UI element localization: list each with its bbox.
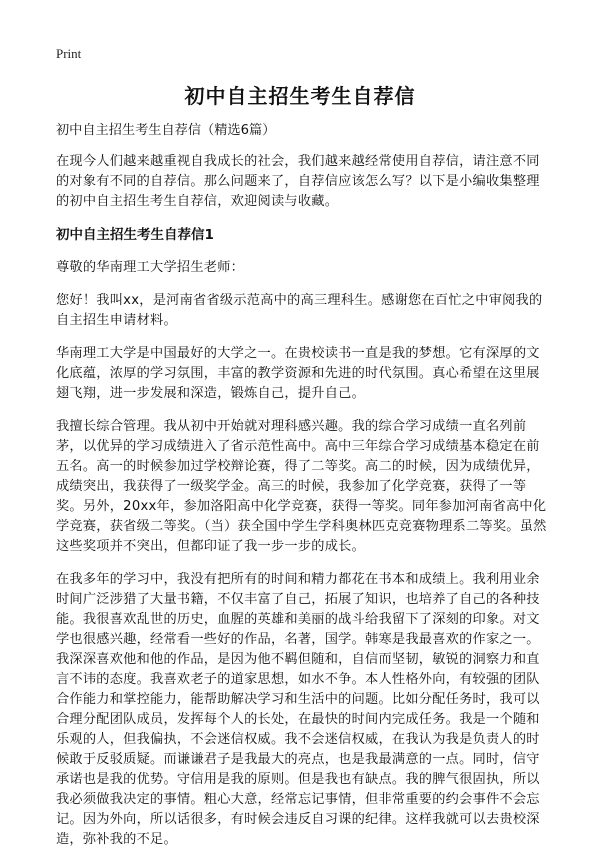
print-link[interactable]: Print [56, 46, 82, 61]
document-subtitle: 初中自主招生考生自荐信（精选6篇） [56, 123, 276, 138]
paragraph-personality: 在我多年的学习中，我没有把所有的时间和精力都花在书本和成绩上。我利用业余时间广泛涉猎了大量书籍，不仅丰富了自己，拓展了知识，也培养了自己的各种技能。我很喜欢乱世的历史，血腥的英雄和美丽的战斗给我留下了深刻的印象。对文学也很感兴趣，经常看一些好的作品，名著，国学。韩寒是我最喜欢的作家之一。我深深喜欢他和他的作品，是因为他不羁但随和，自信而坚韧，敏锐的洞察力和直言不讳的态度。我喜欢老子的道家思想，如水不争。本人性格外向，有较强的团队合作能力和掌控能力，能帮助解决学习和生活中的问题。比如分配任务时，我可以合理分配团队成员，发挥每个人的长处，在最快的时间内完成任务。我是一个随和乐观的人，但我偏执，不会迷信权威。我不会迷信权威，在我认为我是负责人的时候敢于反驳质疑。而谦谦君子是我最大的亮点，也是我最满意的一点。同时，信守承诺也是我的优势。守信用是我的原则。但是我也有缺点。我的脾气很固执，所以我必须做我决定的事情。粗心大意，经常忘记事情，但非常重要的约会事件不会忘记。因为外向，所以话很多，有时候会违反自习课的纪律。这样我就可以去贵校深造，弥补我的不足。 [56, 572, 540, 847]
document-body [56, 121, 548, 863]
salutation: 尊敬的华南理工大学招生老师： [56, 260, 245, 275]
paragraph-achievements: 我擅长综合管理。我从初中开始就对理科感兴趣。我的综合学习成绩一直名列前茅，以优异的学习成绩进入了省示范性高中。高中三年综合学习成绩基本稳定在前五名。高一的时候参加过学校辩论赛，得了二等奖。高二的时候，因为成绩优异，成绩突出，我获得了一级奖学金。高三的时候，我参加了化学竞赛，获得了一等奖。另外，20xx年，参加洛阳高中化学竞赛，获得一等奖。同年参加河南省高中化学竞赛，获省级二等奖。（当）获全国中学生学科奥林匹克竞赛物理系二等奖。虽然这些奖项并不突出，但都印证了我一步一步的成长。 [56, 419, 547, 554]
document-title: 初中自主招生考生自荐信 [184, 84, 416, 108]
section-heading: 初中自主招生考生自荐信1 [56, 227, 214, 243]
intro-paragraph: 在现今人们越来越重视自我成长的社会，我们越来越经常使用自荐信，请注意不同的对象有不同的自荐信。那么问题来了，自荐信应该怎么写？以下是小编收集整理的初中自主招生考生自荐信，欢迎阅读与收藏。 [56, 154, 540, 209]
paragraph-greeting: 您好！我叫xx，是河南省省级示范高中的高三理科生。感谢您在百忙之中审阅我的自主招生申请材料。 [56, 293, 543, 328]
paragraph-university: 华南理工大学是中国最好的大学之一。在贵校读书一直是我的梦想。它有深厚的文化底蕴，浓厚的学习氛围，丰富的教学资源和先进的时代氛围。真心希望在这里展翅飞翔，进一步发展和深造，锻炼自己，提升自己。 [56, 346, 540, 401]
